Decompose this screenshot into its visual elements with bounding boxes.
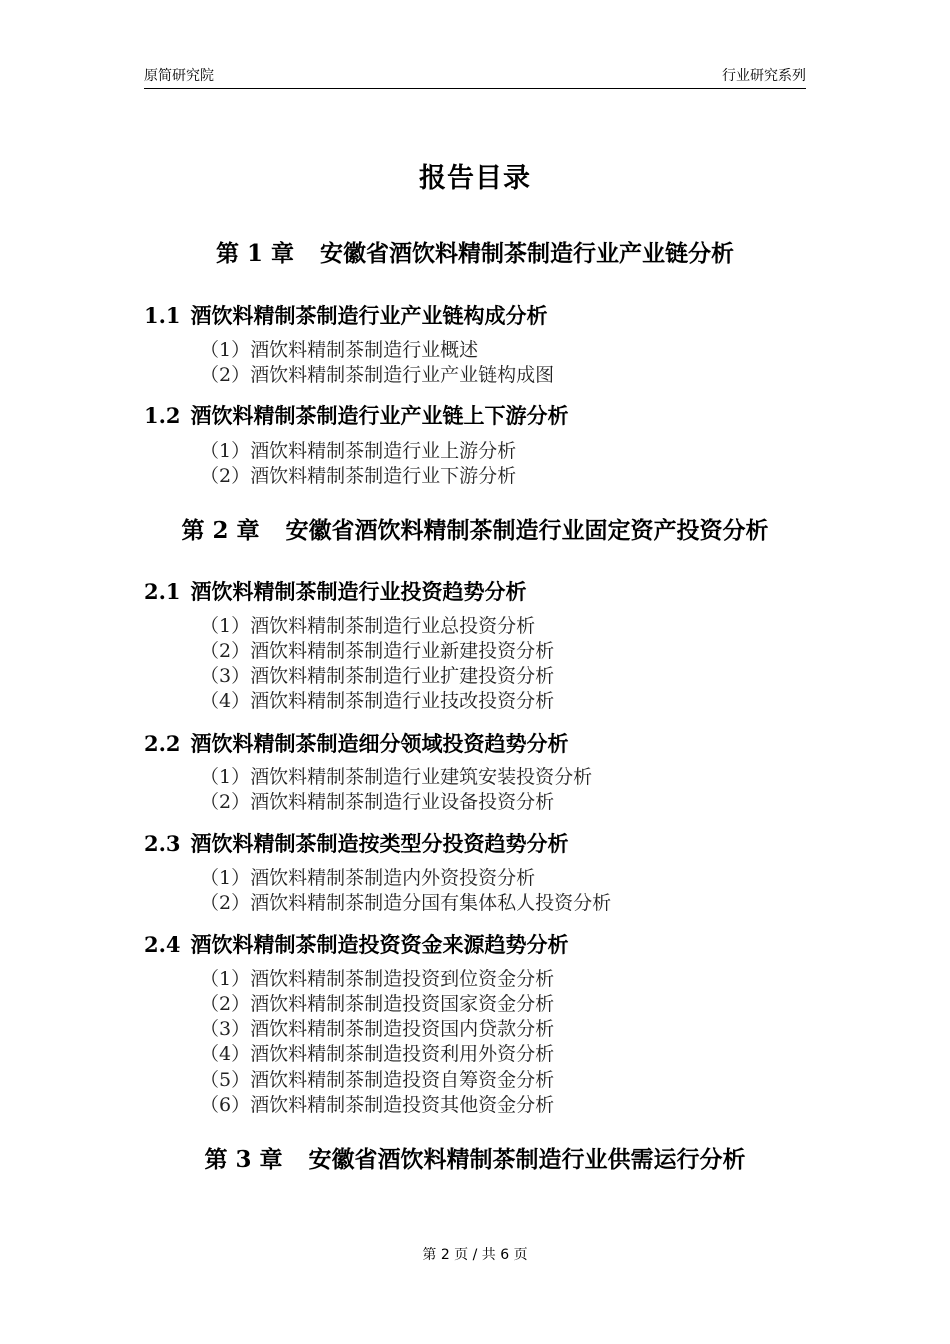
- toc-item: （1）酒饮料精制茶制造内外资投资分析: [200, 867, 536, 889]
- section-heading: [144, 576, 527, 606]
- toc-item: （1）酒饮料精制茶制造行业概述: [200, 339, 479, 361]
- toc-item: （1）酒饮料精制茶制造投资到位资金分析: [200, 968, 555, 990]
- chapter-heading: [0, 1141, 950, 1174]
- toc-item: （3）酒饮料精制茶制造投资国内贷款分析: [200, 1018, 555, 1040]
- toc-item: （4）酒饮料精制茶制造投资利用外资分析: [200, 1043, 555, 1065]
- toc-item: （2）酒饮料精制茶制造投资国家资金分析: [200, 993, 555, 1015]
- chapter-title: 安徽省酒饮料精制茶制造行业固定资产投资分析: [285, 517, 769, 544]
- section-title: 酒饮料精制茶制造行业产业链上下游分析: [190, 403, 569, 428]
- header-divider: [144, 88, 806, 89]
- toc-item: （2）酒饮料精制茶制造行业设备投资分析: [200, 791, 555, 813]
- toc-item: （5）酒饮料精制茶制造投资自筹资金分析: [200, 1069, 555, 1091]
- toc-title: 报告目录: [419, 163, 531, 194]
- toc-item: （1）酒饮料精制茶制造行业上游分析: [200, 440, 517, 462]
- section-title: 酒饮料精制茶制造行业产业链构成分析: [190, 303, 548, 328]
- section-heading: [144, 828, 569, 858]
- section-number: 2.2: [144, 731, 181, 756]
- toc-item: （3）酒饮料精制茶制造行业扩建投资分析: [200, 665, 555, 687]
- section-number: 2.4: [144, 932, 181, 957]
- header-series-name: 行业研究系列: [722, 68, 806, 84]
- toc-item: （2）酒饮料精制茶制造分国有集体私人投资分析: [200, 892, 612, 914]
- toc-item: （2）酒饮料精制茶制造行业新建投资分析: [200, 640, 555, 662]
- section-title: 酒饮料精制茶制造按类型分投资趋势分析: [190, 831, 569, 856]
- section-heading: [144, 400, 569, 430]
- page-footer: 第 2 页 / 共 6 页: [422, 1247, 528, 1263]
- toc-item: （4）酒饮料精制茶制造行业技改投资分析: [200, 690, 555, 712]
- section-heading: [144, 300, 548, 330]
- section-title: 酒饮料精制茶制造细分领域投资趋势分析: [190, 731, 569, 756]
- chapter-number: 第 1 章: [215, 240, 295, 267]
- section-title: 酒饮料精制茶制造投资资金来源趋势分析: [190, 932, 569, 957]
- section-title: 酒饮料精制茶制造行业投资趋势分析: [190, 579, 527, 604]
- chapter-heading: [0, 235, 950, 268]
- chapter-number: 第 2 章: [181, 517, 260, 544]
- section-heading: [144, 929, 569, 959]
- toc-item: （1）酒饮料精制茶制造行业建筑安装投资分析: [200, 766, 593, 788]
- toc-item: （2）酒饮料精制茶制造行业产业链构成图: [200, 364, 555, 386]
- toc-item: （1）酒饮料精制茶制造行业总投资分析: [200, 615, 536, 637]
- section-number: 2.3: [144, 831, 181, 856]
- toc-item: （2）酒饮料精制茶制造行业下游分析: [200, 465, 517, 487]
- toc-item: （6）酒饮料精制茶制造投资其他资金分析: [200, 1094, 555, 1116]
- section-heading: [144, 728, 569, 758]
- section-number: 2.1: [144, 579, 181, 604]
- section-number: 1.1: [144, 303, 181, 328]
- chapter-heading: [0, 512, 950, 545]
- section-number: 1.2: [144, 403, 181, 428]
- header-org-name: 原简研究院: [144, 68, 214, 84]
- chapter-number: 第 3 章: [204, 1146, 283, 1173]
- chapter-title: 安徽省酒饮料精制茶制造行业供需运行分析: [308, 1146, 746, 1173]
- chapter-title: 安徽省酒饮料精制茶制造行业产业链分析: [320, 240, 735, 267]
